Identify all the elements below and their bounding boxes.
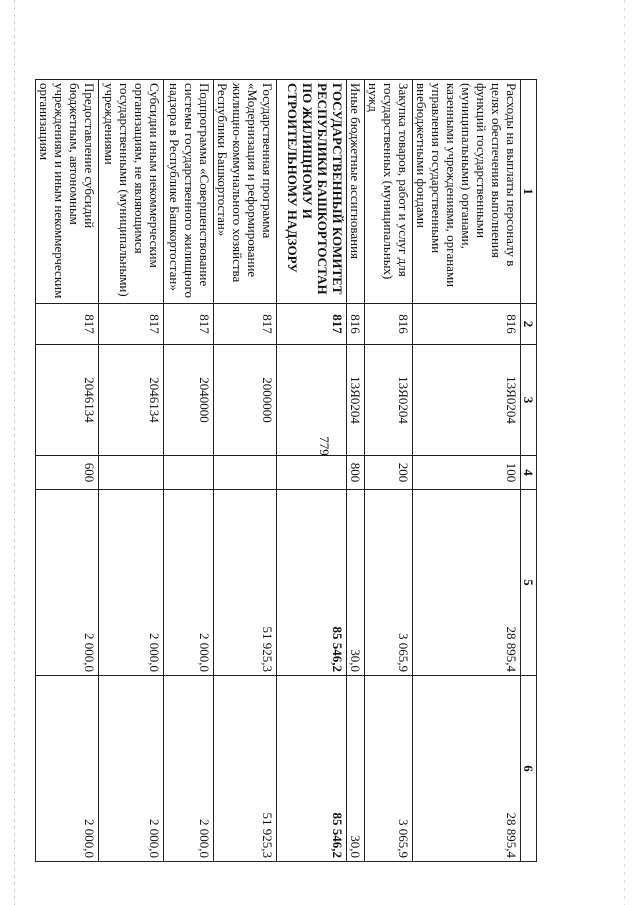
row-amount-1: 3 065,9 xyxy=(365,490,413,676)
row-target-code xyxy=(277,345,347,456)
table-row xyxy=(413,80,521,862)
row-expense-type: 200 xyxy=(365,456,413,490)
row-expense-type xyxy=(277,456,347,490)
row-amount-1: 30,0 xyxy=(347,490,365,676)
row-name: Закупка товаров, работ и услуг для государственных (муниципальных) нужд xyxy=(365,80,413,304)
row-amount-1: 51 925,3 xyxy=(214,490,277,676)
row-amount-2: 2 000,0 xyxy=(36,676,99,862)
row-name: Подпрограмма «Совершенствование системы государственного жилищного надзора в Республике Башкортостан» xyxy=(164,80,214,304)
row-amount-2: 3 065,9 xyxy=(365,676,413,862)
scan-edge-left xyxy=(14,0,15,905)
row-amount-2: 2 000,0 xyxy=(164,676,214,862)
row-amount-2: 2 000,0 xyxy=(99,676,164,862)
row-expense-type xyxy=(164,456,214,490)
table-row xyxy=(277,80,347,862)
col-header-1: 1 xyxy=(521,80,537,304)
row-expense-type xyxy=(214,456,277,490)
row-ministry-code: 816 xyxy=(413,304,521,345)
row-amount-1: 28 895,4 xyxy=(413,490,521,676)
row-expense-type: 600 xyxy=(36,456,99,490)
row-ministry-code: 817 xyxy=(164,304,214,345)
table-header-row xyxy=(521,80,537,862)
row-name: Расходы на выплаты персоналу в целях обеспечения выполнения функций государственными (муниципальными) органами, казенными учреждениями, органами управления государственными внебюджетными фондами xyxy=(413,80,521,304)
row-target-code: 13Я0204 xyxy=(365,345,413,456)
row-name: ГОСУДАРСТВЕННЫЙ КОМИТЕТ РЕСПУБЛИКИ БАШКОРТОСТАН ПО ЖИЛИЩНОМУ И СТРОИТЕЛЬНОМУ НАДЗОРУ xyxy=(277,80,347,304)
row-amount-1: 2 000,0 xyxy=(99,490,164,676)
col-header-4: 4 xyxy=(521,456,537,490)
row-expense-type: 800 xyxy=(347,456,365,490)
row-amount-1: 2 000,0 xyxy=(164,490,214,676)
row-target-code: 13Я0204 xyxy=(413,345,521,456)
row-amount-2: 28 895,4 xyxy=(413,676,521,862)
row-ministry-code: 817 xyxy=(36,304,99,345)
table-row xyxy=(365,80,413,862)
row-expense-type: 100 xyxy=(413,456,521,490)
row-expense-type xyxy=(99,456,164,490)
row-name: Предоставление субсидий бюджетным, автономным учреждениям и иным некоммерческим организациям xyxy=(36,80,99,304)
rotated-table-container xyxy=(37,79,537,861)
row-amount-2: 85 546,2 xyxy=(277,676,347,862)
table-row xyxy=(214,80,277,862)
table-row xyxy=(347,80,365,862)
page-number: 779 xyxy=(317,436,332,456)
row-ministry-code: 816 xyxy=(365,304,413,345)
row-ministry-code: 817 xyxy=(99,304,164,345)
row-amount-1: 2 000,0 xyxy=(36,490,99,676)
col-header-2: 2 xyxy=(521,304,537,345)
row-target-code: 2046134 xyxy=(99,345,164,456)
row-name: Государственная программа «Модернизация и реформирование жилищно-коммунального хозяйства Республики Башкортостан» xyxy=(214,80,277,304)
table-row xyxy=(99,80,164,862)
row-target-code: 2046134 xyxy=(36,345,99,456)
row-name: Иные бюджетные ассигнования xyxy=(347,80,365,304)
row-amount-1: 85 546,2 xyxy=(277,490,347,676)
col-header-3: 3 xyxy=(521,345,537,456)
row-amount-2: 30,0 xyxy=(347,676,365,862)
budget-table xyxy=(35,79,537,862)
table-row xyxy=(36,80,99,862)
col-header-6: 6 xyxy=(521,676,537,862)
row-ministry-code: 817 xyxy=(214,304,277,345)
col-header-5: 5 xyxy=(521,490,537,676)
row-ministry-code: 817 xyxy=(277,304,347,345)
row-amount-2: 51 925,3 xyxy=(214,676,277,862)
table-row xyxy=(164,80,214,862)
row-target-code: 13Я0204 xyxy=(347,345,365,456)
row-target-code: 2040000 xyxy=(164,345,214,456)
scan-edge-right xyxy=(624,0,625,905)
row-name: Субсидии иным некоммерческим организациям, не являющимся государственными (муниципальными) учреждениями xyxy=(99,80,164,304)
row-ministry-code: 816 xyxy=(347,304,365,345)
row-target-code: 2000000 xyxy=(214,345,277,456)
